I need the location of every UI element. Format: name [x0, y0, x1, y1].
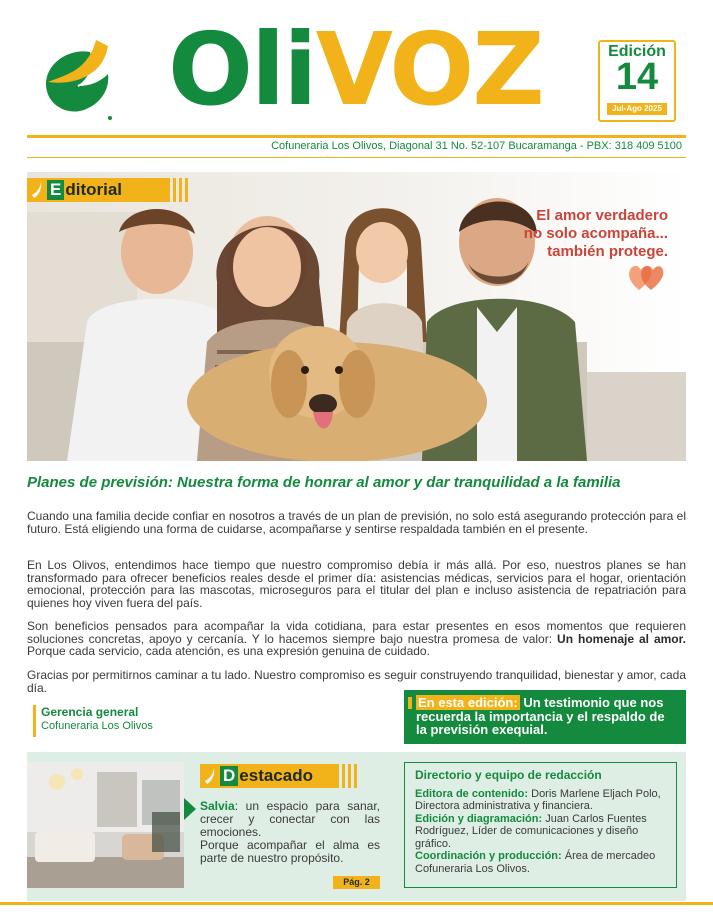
directory-entry-key: Coordinación y producción: — [415, 850, 562, 862]
directory-entry-value: Área de mercadeo Cofuneraria Los Olivos. — [415, 850, 656, 875]
editorial-tag-initial: E — [47, 180, 64, 200]
signature-org: Cofuneraria Los Olivos — [41, 720, 153, 732]
directory-title: Directorio y equipo de redacción — [415, 768, 602, 782]
signature — [33, 705, 153, 737]
destacado-tag-fill — [200, 764, 339, 788]
tag-bar — [342, 764, 345, 788]
destacado-keyword: Salvia — [200, 799, 235, 813]
tag-bar — [185, 178, 188, 202]
masthead-divider — [27, 135, 686, 138]
pointer-arrow-icon — [184, 798, 196, 820]
address-divider — [27, 157, 686, 158]
page-reference-badge: Pág. 2 — [333, 876, 380, 889]
tag-bar — [179, 178, 182, 202]
leaf-icon — [31, 181, 43, 199]
destacado-text — [200, 800, 380, 865]
edition-badge — [598, 40, 676, 122]
editorial-tag-label: ditorial — [65, 180, 123, 199]
tag-bar — [354, 764, 357, 788]
edition-highlight-text: Un testimonio que nos recuerda la importancia y el respaldo de la previsión exequial. — [416, 695, 665, 737]
edition-highlight-label: En esta edición: — [418, 695, 518, 710]
highlight-bar — [408, 697, 412, 709]
directory-entry-value: Doris Marlene Eljach Polo, Directora administrativa y financiera. — [415, 787, 661, 812]
value-promise: Un homenaje al amor. — [557, 631, 686, 646]
destacado-tag-label: estacado — [239, 766, 313, 785]
directory-entry — [415, 813, 666, 851]
edition-number: 14 — [615, 56, 659, 98]
masthead-title-oli: Oli — [168, 11, 316, 128]
tagline-line: también protege. — [547, 243, 668, 260]
article-paragraph: Gracias por permitirnos caminar a tu lado. Nuestro compromiso es seguir construyendo tranquilidad, bienestar y amor, cada día. — [27, 668, 686, 695]
article-paragraph-tail: Porque cada servicio, cada atención, es una expresión genuina de cuidado. — [27, 644, 430, 658]
article-title: Planes de previsión: Nuestra forma de honrar al amor y dar tranquilidad a la familia — [27, 474, 621, 491]
article-paragraph: En Los Olivos, entendimos hace tiempo que nuestro compromiso debía ir más allá. Por eso, nuestros planes se han transformado para ofrecer beneficios reales desde el primer día: asistencias médicas, servicios para el hogar, orientación emocional, protección para las mascotas, microseguros para el titular del plan e incluso asistencia de repatriación para quienes hoy viven fuera del país. — [27, 558, 686, 610]
edition-highlight-box — [404, 690, 686, 744]
destacado-body-2: Porque acompañar el alma es parte de nuestro propósito. — [200, 838, 380, 865]
editorial-tag-fill — [27, 178, 170, 202]
destacado-body: : un espacio para sanar, crecer y conectar con las emociones. — [200, 799, 380, 839]
tagline-line: El amor verdadero — [536, 207, 668, 224]
destacado-section-tag — [200, 764, 357, 788]
tag-bar — [173, 178, 176, 202]
edition-date: Jul-Ago 2025 — [607, 103, 667, 115]
editorial-section-tag — [27, 178, 188, 202]
destacado-tag-initial: D — [220, 766, 238, 786]
article-paragraph — [27, 620, 686, 658]
directory-box — [404, 762, 677, 888]
edition-label: Edición — [608, 43, 666, 60]
salvia-room-photo — [27, 762, 184, 888]
hearts-icon — [627, 262, 667, 292]
footer-divider — [0, 902, 713, 905]
olivos-logo-icon — [38, 38, 124, 124]
directory-entry-key: Edición y diagramación: — [415, 812, 543, 825]
address-line: Cofuneraria Los Olivos, Diagonal 31 No. 52-107 Bucaramanga - PBX: 318 409 5100 — [271, 140, 682, 152]
directory-entry-key: Editora de contenido: — [415, 787, 529, 800]
directory-entry — [415, 788, 666, 813]
directory-entry-value: Juan Carlos Fuentes Rodríguez, Líder de comunicaciones y diseño gráfico. — [415, 812, 647, 850]
tag-bar — [348, 764, 351, 788]
masthead-title — [168, 10, 543, 130]
article-paragraph-text: Son beneficios pensados para acompañar la vida cotidiana, para estar presentes en esos momentos que requieren soluciones concretas, apoyo y cercanía. Y lo hacemos siempre bajo nuestra promesa de valor: — [27, 619, 686, 646]
hero-tagline — [468, 207, 668, 261]
article-paragraph: Cuando una familia decide confiar en nosotros a través de un plan de previsión, no solo está asegurando protección para el futuro. Está eligiendo una forma de cuidarse, acompañarse y sentirse respaldada también en el presente. — [27, 509, 686, 536]
masthead-title-voz: VOZ — [315, 11, 543, 128]
leaf-icon — [204, 767, 216, 785]
directory-entry — [415, 850, 666, 875]
tagline-line: no solo acompaña... — [523, 225, 668, 242]
signature-role: Gerencia general — [41, 705, 139, 719]
